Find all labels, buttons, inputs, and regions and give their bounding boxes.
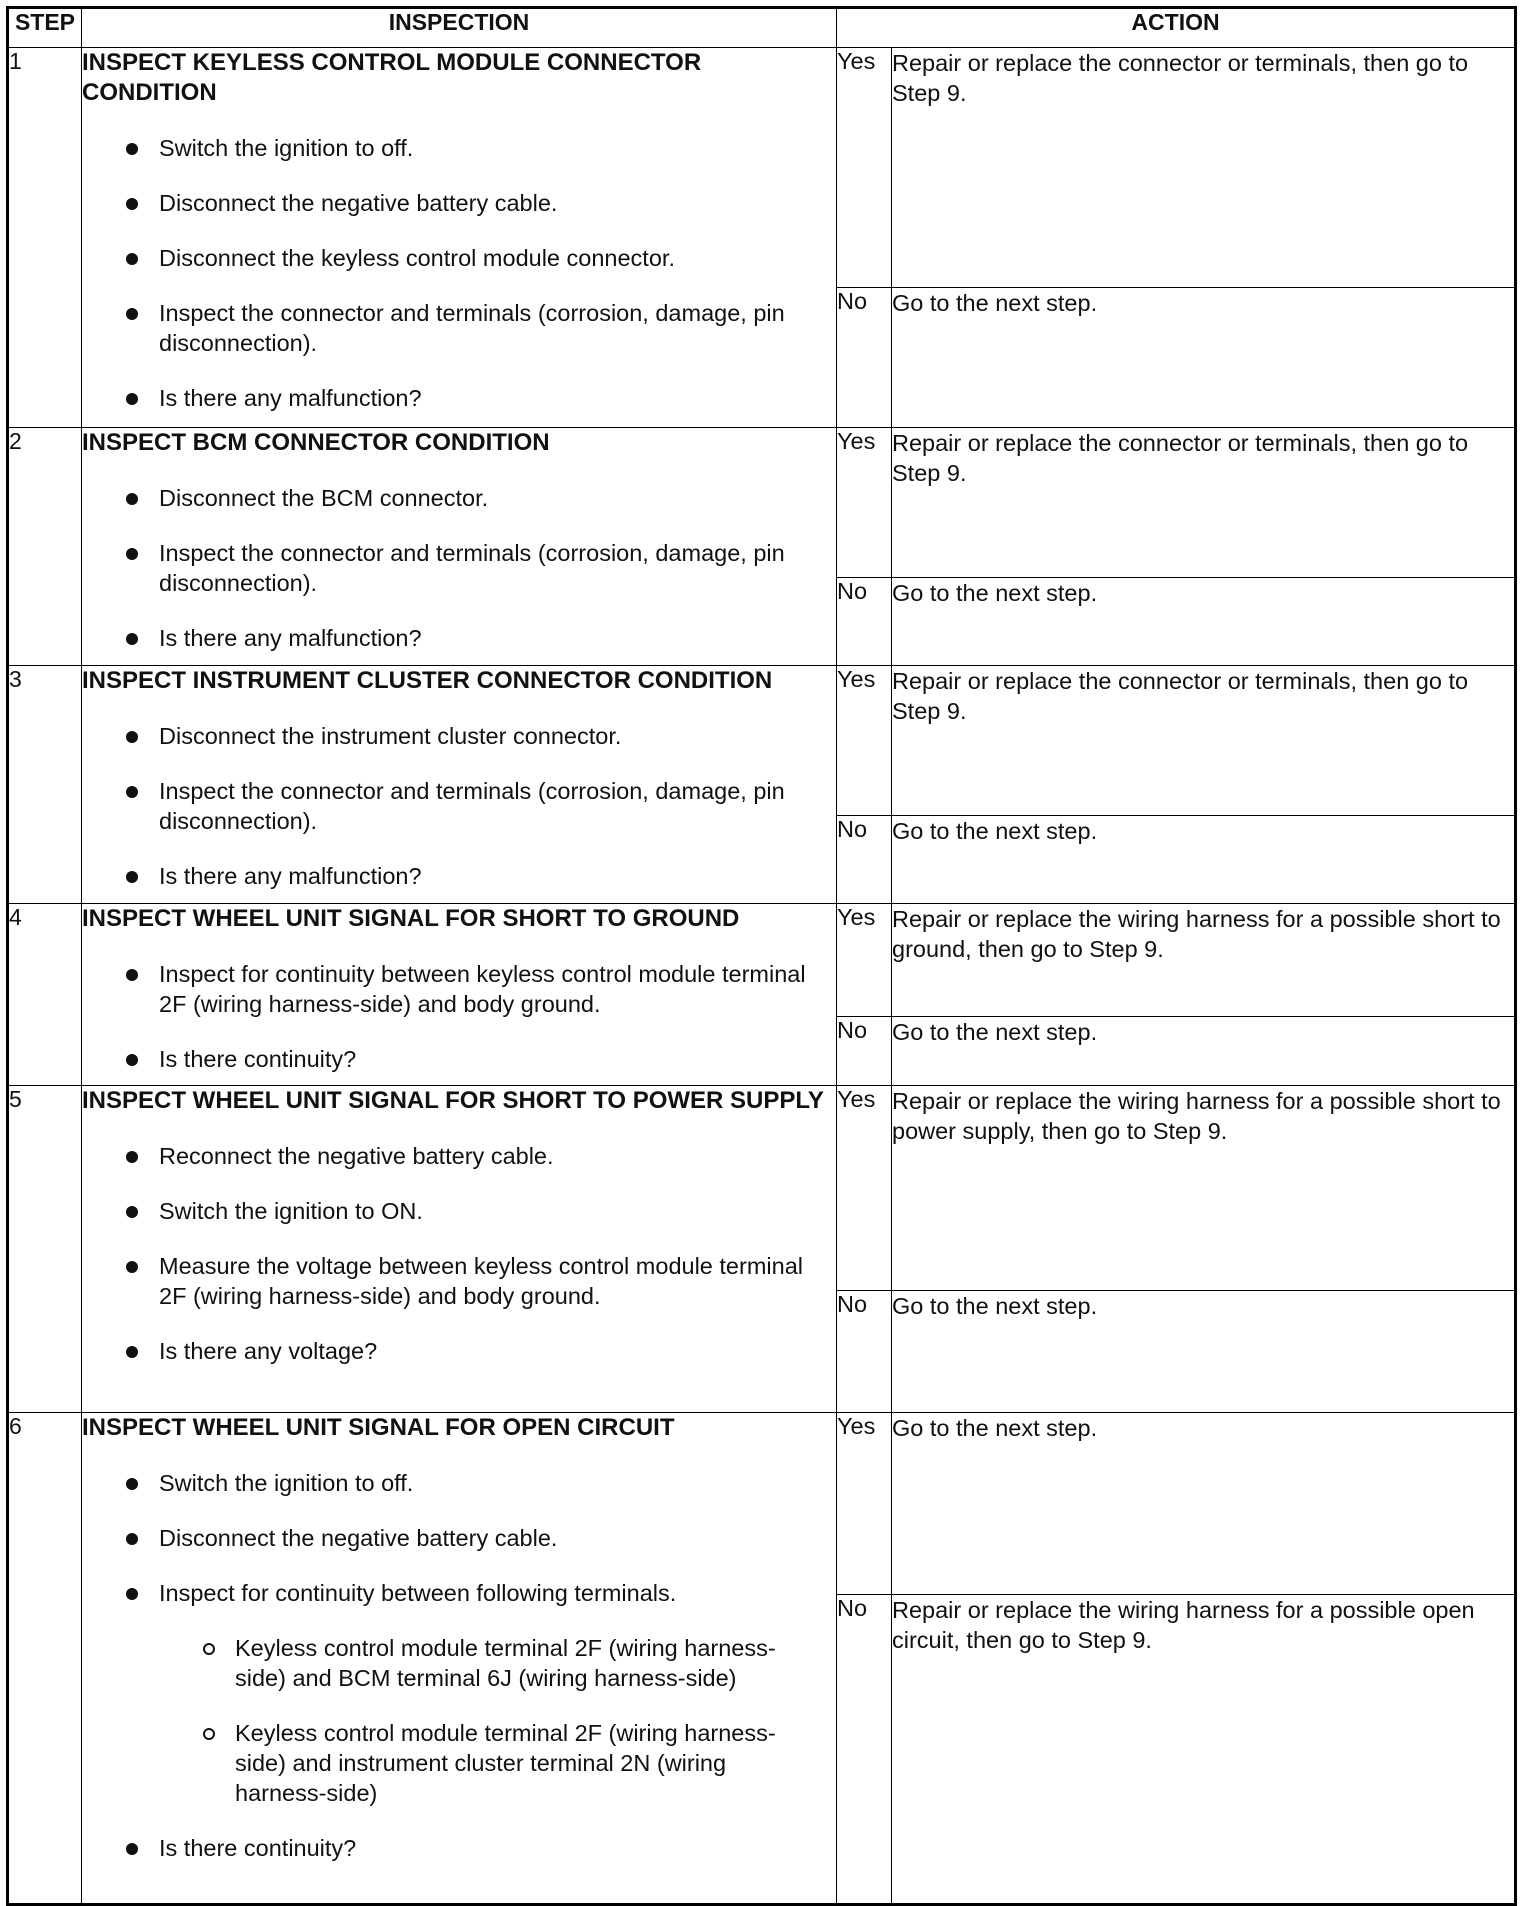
step-number: 2 bbox=[8, 428, 82, 666]
bullet-list bbox=[82, 1468, 836, 1608]
bullet-item: Is there any malfunction? bbox=[82, 383, 836, 413]
bullet-item: Inspect for continuity between keyless control module terminal 2F (wiring harness-side) and body ground. bbox=[82, 959, 836, 1019]
bullet-item: Is there continuity? bbox=[82, 1044, 836, 1074]
bullet-list bbox=[82, 1141, 836, 1366]
step-3-yes-row bbox=[8, 666, 1516, 816]
bullet-item: Disconnect the keyless control module connector. bbox=[82, 243, 836, 273]
step-5-yes-row bbox=[8, 1085, 1516, 1290]
step-4-yes-row bbox=[8, 904, 1516, 1017]
step-6-yes-row bbox=[8, 1412, 1516, 1594]
bullet-item: Disconnect the instrument cluster connector. bbox=[82, 721, 836, 751]
no-action: Repair or replace the wiring harness for a possible open circuit, then go to Step 9. bbox=[892, 1594, 1516, 1904]
bullet-item: Inspect the connector and terminals (corrosion, damage, pin disconnection). bbox=[82, 298, 836, 358]
bullet-list bbox=[82, 1833, 836, 1863]
bullet-item: Inspect for continuity between following terminals. bbox=[82, 1578, 836, 1608]
bullet-list bbox=[82, 959, 836, 1074]
no-label: No bbox=[837, 816, 892, 904]
step-number: 6 bbox=[8, 1412, 82, 1904]
sub-bullet-item: Keyless control module terminal 2F (wiring harness-side) and instrument cluster terminal 2N (wiring harness-side) bbox=[82, 1718, 836, 1808]
header-action: ACTION bbox=[837, 8, 1516, 48]
bullet-list bbox=[82, 133, 836, 413]
diagnostic-procedure-table bbox=[6, 6, 1517, 1906]
header-step: STEP bbox=[8, 8, 82, 48]
no-action: Go to the next step. bbox=[892, 1017, 1516, 1085]
step-number: 5 bbox=[8, 1085, 82, 1412]
step-title: INSPECT WHEEL UNIT SIGNAL FOR SHORT TO GROUND bbox=[82, 905, 740, 933]
step-1-yes-row bbox=[8, 48, 1516, 288]
bullet-item: Disconnect the negative battery cable. bbox=[82, 188, 836, 218]
bullet-item: Disconnect the BCM connector. bbox=[82, 483, 836, 513]
step-title: INSPECT WHEEL UNIT SIGNAL FOR SHORT TO POWER SUPPLY bbox=[82, 1086, 824, 1114]
bullet-item: Is there any voltage? bbox=[82, 1336, 836, 1366]
bullet-list bbox=[82, 721, 836, 891]
step-number: 4 bbox=[8, 904, 82, 1085]
bullet-item: Is there any malfunction? bbox=[82, 861, 836, 891]
yes-action: Repair or replace the wiring harness for a possible short to power supply, then go to Step 9. bbox=[892, 1085, 1516, 1290]
yes-label: Yes bbox=[837, 428, 892, 578]
bullet-item: Measure the voltage between keyless control module terminal 2F (wiring harness-side) and body ground. bbox=[82, 1251, 836, 1311]
step-inspection bbox=[82, 1412, 837, 1904]
bullet-item: Is there any malfunction? bbox=[82, 623, 836, 653]
no-label: No bbox=[837, 1017, 892, 1085]
step-title: INSPECT KEYLESS CONTROL MODULE CONNECTOR CONDITION bbox=[82, 49, 702, 106]
yes-label: Yes bbox=[837, 1085, 892, 1290]
step-title: INSPECT INSTRUMENT CLUSTER CONNECTOR CONDITION bbox=[82, 667, 773, 695]
bullet-item: Inspect the connector and terminals (corrosion, damage, pin disconnection). bbox=[82, 776, 836, 836]
sub-bullet-item: Keyless control module terminal 2F (wiring harness-side) and BCM terminal 6J (wiring harness-side) bbox=[82, 1633, 836, 1693]
no-label: No bbox=[837, 288, 892, 428]
bullet-item: Is there continuity? bbox=[82, 1833, 836, 1863]
step-inspection bbox=[82, 48, 837, 428]
yes-action: Repair or replace the connector or terminals, then go to Step 9. bbox=[892, 428, 1516, 578]
yes-action: Repair or replace the connector or terminals, then go to Step 9. bbox=[892, 48, 1516, 288]
yes-label: Yes bbox=[837, 666, 892, 816]
yes-label: Yes bbox=[837, 904, 892, 1017]
no-label: No bbox=[837, 578, 892, 666]
no-label: No bbox=[837, 1290, 892, 1412]
bullet-item: Inspect the connector and terminals (corrosion, damage, pin disconnection). bbox=[82, 538, 836, 598]
sub-bullet-list bbox=[82, 1633, 836, 1808]
header-row bbox=[8, 8, 1516, 48]
yes-label: Yes bbox=[837, 48, 892, 288]
yes-action: Repair or replace the wiring harness for a possible short to ground, then go to Step 9. bbox=[892, 904, 1516, 1017]
step-number: 1 bbox=[8, 48, 82, 428]
no-action: Go to the next step. bbox=[892, 1290, 1516, 1412]
bullet-item: Switch the ignition to ON. bbox=[82, 1196, 836, 1226]
step-inspection bbox=[82, 428, 837, 666]
step-inspection bbox=[82, 904, 837, 1085]
bullet-list bbox=[82, 483, 836, 653]
step-title: INSPECT WHEEL UNIT SIGNAL FOR OPEN CIRCUIT bbox=[82, 1413, 675, 1441]
no-action: Go to the next step. bbox=[892, 816, 1516, 904]
step-inspection bbox=[82, 1085, 837, 1412]
step-title: INSPECT BCM CONNECTOR CONDITION bbox=[82, 429, 550, 457]
no-action: Go to the next step. bbox=[892, 288, 1516, 428]
step-2-yes-row bbox=[8, 428, 1516, 578]
bullet-item: Switch the ignition to off. bbox=[82, 1468, 836, 1498]
step-number: 3 bbox=[8, 666, 82, 904]
no-action: Go to the next step. bbox=[892, 578, 1516, 666]
step-inspection bbox=[82, 666, 837, 904]
header-inspection: INSPECTION bbox=[82, 8, 837, 48]
yes-action: Go to the next step. bbox=[892, 1412, 1516, 1594]
bullet-item: Switch the ignition to off. bbox=[82, 133, 836, 163]
bullet-item: Disconnect the negative battery cable. bbox=[82, 1523, 836, 1553]
no-label: No bbox=[837, 1594, 892, 1904]
yes-action: Repair or replace the connector or terminals, then go to Step 9. bbox=[892, 666, 1516, 816]
bullet-item: Reconnect the negative battery cable. bbox=[82, 1141, 836, 1171]
yes-label: Yes bbox=[837, 1412, 892, 1594]
